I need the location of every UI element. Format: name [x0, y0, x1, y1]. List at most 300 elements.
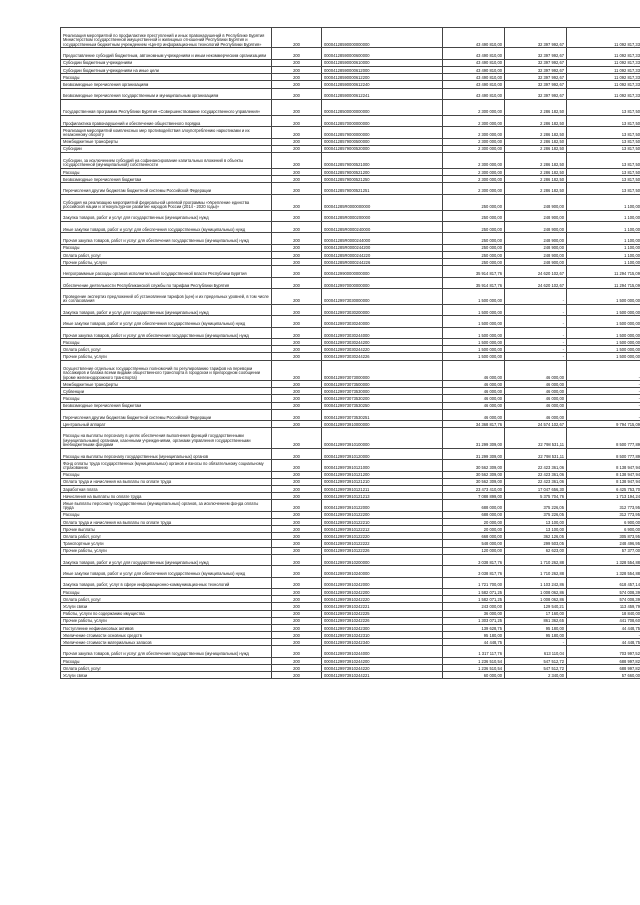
- table-row: [61, 639, 640, 646]
- row-unexecuted-amount: 6 900,00: [567, 518, 640, 525]
- row-executed-amount: 547 512,72: [505, 665, 567, 672]
- row-classification-code: 000041285R0000000000: [322, 194, 443, 210]
- row-line-code: 200: [272, 289, 322, 305]
- row-unexecuted-amount: 1 500 000,00: [567, 346, 640, 353]
- row-name: Субсидии бюджетным учреждениям на иные цели: [61, 66, 272, 73]
- row-classification-code: 000041285R0000244226: [322, 259, 443, 266]
- row-executed-amount: 2 286 182,50: [505, 99, 567, 115]
- row-name: Транспортные услуги: [61, 540, 272, 547]
- row-approved-amount: 1 500 000,00: [443, 339, 505, 346]
- row-line-code: 200: [272, 327, 322, 338]
- row-line-code: 200: [272, 409, 322, 420]
- row-line-code: 200: [272, 168, 322, 175]
- row-line-code: 200: [272, 395, 322, 402]
- row-name: Государственная программа Республики Бурятия «Совершенствование государственного управления»: [61, 99, 272, 115]
- row-name: Прочая закупка товаров, работ и услуг для обеспечения государственных (муниципальных) нужд: [61, 233, 272, 244]
- row-executed-amount: 2 286 182,50: [505, 168, 567, 175]
- row-name: Оплата труда и начисления на выплаты по оплате труда: [61, 518, 272, 525]
- row-unexecuted-amount: 703 997,52: [567, 646, 640, 657]
- row-executed-amount: 1 008 062,86: [505, 596, 567, 603]
- table-row: [61, 145, 640, 152]
- row-classification-code: 00004129973910122226: [322, 547, 443, 554]
- row-line-code: 200: [272, 233, 322, 244]
- budget-execution-table: [60, 27, 640, 679]
- row-approved-amount: 43 490 810,00: [443, 48, 505, 59]
- row-executed-amount: 248 900,00: [505, 244, 567, 251]
- row-executed-amount: 95 180,00: [505, 624, 567, 631]
- row-line-code: 200: [272, 500, 322, 511]
- row-name: Оплата труда и начисления на выплаты по оплате труда: [61, 478, 272, 485]
- row-name: Субсидии бюджетным учреждениям: [61, 59, 272, 66]
- row-unexecuted-amount: 1 328 554,88: [567, 554, 640, 565]
- row-unexecuted-amount: 688 997,82: [567, 657, 640, 664]
- row-unexecuted-amount: 57 377,00: [567, 547, 640, 554]
- row-classification-code: 00004129973073530250: [322, 402, 443, 409]
- row-unexecuted-amount: 11 092 817,33: [567, 59, 640, 66]
- row-unexecuted-amount: -: [567, 388, 640, 395]
- row-classification-code: 00004129973073530251: [322, 409, 443, 420]
- row-executed-amount: 2 286 182,50: [505, 176, 567, 183]
- row-unexecuted-amount: 13 817,50: [567, 99, 640, 115]
- row-name: Заработная плата: [61, 485, 272, 492]
- row-classification-code: 00004129973910120000: [322, 448, 443, 459]
- table-row: [61, 381, 640, 388]
- row-name: Расходы на выплаты персоналу государственных (муниципальных) органов: [61, 448, 272, 459]
- row-name: Иные выплаты персоналу государственных (муниципальных) органов, за исключением фонда оплаты труда: [61, 500, 272, 511]
- row-executed-amount: 547 512,72: [505, 657, 567, 664]
- row-unexecuted-amount: 1 500 000,00: [567, 316, 640, 327]
- row-approved-amount: 30 562 309,00: [443, 460, 505, 471]
- row-approved-amount: 20 000,00: [443, 526, 505, 533]
- row-approved-amount: 1 582 071,25: [443, 588, 505, 595]
- table-row: [61, 485, 640, 492]
- row-unexecuted-amount: 1 100,00: [567, 259, 640, 266]
- row-classification-code: 00004129973910244221: [322, 672, 443, 679]
- row-classification-code: 00004129973910121211: [322, 485, 443, 492]
- row-classification-code: 00004129973910242221: [322, 603, 443, 610]
- row-classification-code: 00004129973910100000: [322, 428, 443, 448]
- table-row: [61, 115, 640, 126]
- row-line-code: 200: [272, 277, 322, 288]
- row-approved-amount: 43 490 810,00: [443, 81, 505, 88]
- row-name: Оплата работ, услуг: [61, 346, 272, 353]
- row-executed-amount: -: [505, 316, 567, 327]
- row-name: Иные закупки товаров, работ и услуг для обеспечения государственных (муниципальных) нужд: [61, 221, 272, 232]
- row-unexecuted-amount: -: [567, 409, 640, 420]
- row-name: Закупка товаров, работ и услуг для государственных (муниципальных) нужд: [61, 554, 272, 565]
- table-row: [61, 210, 640, 221]
- row-unexecuted-amount: -: [567, 395, 640, 402]
- row-name: Субсидия на реализацию мероприятий федеральной целевой программы «Укрепление единства российской нации и этнокультурное развитие народов России (2014 - 2020 годы)»: [61, 194, 272, 210]
- row-line-code: 200: [272, 554, 322, 565]
- row-executed-amount: -: [505, 327, 567, 338]
- row-unexecuted-amount: 13 817,50: [567, 145, 640, 152]
- row-approved-amount: 31 299 309,00: [443, 428, 505, 448]
- table-row: [61, 603, 640, 610]
- row-executed-amount: 5 375 704,76: [505, 493, 567, 500]
- row-executed-amount: 46 000,00: [505, 402, 567, 409]
- table-row: [61, 277, 640, 288]
- row-unexecuted-amount: 1 100,00: [567, 194, 640, 210]
- row-approved-amount: 250 000,00: [443, 233, 505, 244]
- row-approved-amount: 2 300 000,00: [443, 127, 505, 138]
- row-executed-amount: 32 397 992,67: [505, 66, 567, 73]
- row-classification-code: 00004128590000610000: [322, 59, 443, 66]
- row-line-code: 200: [272, 221, 322, 232]
- row-name: Работы, услуги по содержанию имущества: [61, 610, 272, 617]
- table-row: [61, 624, 640, 631]
- row-executed-amount: 248 900,00: [505, 194, 567, 210]
- row-name: Расходы: [61, 339, 272, 346]
- row-executed-amount: 1 008 062,86: [505, 588, 567, 595]
- row-executed-amount: 362 126,05: [505, 533, 567, 540]
- row-name: Увеличение стоимости материальных запасов: [61, 639, 272, 646]
- row-classification-code: 00004129973910122222: [322, 540, 443, 547]
- row-classification-code: 00004129973910122210: [322, 518, 443, 525]
- row-approved-amount: 2 300 000,00: [443, 145, 505, 152]
- row-executed-amount: 24 574 102,67: [505, 421, 567, 428]
- row-approved-amount: 250 000,00: [443, 251, 505, 258]
- row-approved-amount: 2 300 000,00: [443, 99, 505, 115]
- row-executed-amount: 46 000,00: [505, 360, 567, 380]
- row-line-code: 200: [272, 493, 322, 500]
- row-line-code: 200: [272, 402, 322, 409]
- row-line-code: 200: [272, 603, 322, 610]
- row-classification-code: 00004129973910000000: [322, 421, 443, 428]
- row-classification-code: 000041285R0000200000: [322, 210, 443, 221]
- row-executed-amount: 248 900,00: [505, 210, 567, 221]
- row-line-code: 200: [272, 577, 322, 588]
- row-unexecuted-amount: 11 092 817,33: [567, 88, 640, 99]
- row-unexecuted-amount: 6 425 753,70: [567, 485, 640, 492]
- row-classification-code: 00004129973910122200: [322, 511, 443, 518]
- table-row: [61, 448, 640, 459]
- row-line-code: 200: [272, 428, 322, 448]
- row-unexecuted-amount: 13 817,50: [567, 183, 640, 194]
- row-name: Субсидии, за исключением субсидий на софинансирование капитальных вложений в объекты государственной (муниципальной) собственности: [61, 152, 272, 168]
- row-unexecuted-amount: 441 708,60: [567, 617, 640, 624]
- row-name: Расходы: [61, 74, 272, 81]
- row-unexecuted-amount: 248 496,95: [567, 540, 640, 547]
- row-name: Перечисления другим бюджетам бюджетной системы Российской Федерации: [61, 409, 272, 420]
- row-line-code: 200: [272, 210, 322, 221]
- row-executed-amount: 46 000,00: [505, 388, 567, 395]
- table-row: [61, 471, 640, 478]
- table-row: [61, 168, 640, 175]
- table-row: [61, 74, 640, 81]
- row-classification-code: 00004129973910121000: [322, 460, 443, 471]
- row-approved-amount: 31 299 309,00: [443, 448, 505, 459]
- row-unexecuted-amount: 13 817,50: [567, 127, 640, 138]
- table-row: [61, 48, 640, 59]
- row-name: Расходы: [61, 588, 272, 595]
- row-unexecuted-amount: 1 328 554,88: [567, 566, 640, 577]
- row-unexecuted-amount: 11 092 817,33: [567, 28, 640, 48]
- row-name: Межбюджетные трансферты: [61, 138, 272, 145]
- row-classification-code: 00004129973910121200: [322, 471, 443, 478]
- row-executed-amount: 1 710 262,88: [505, 566, 567, 577]
- table-row: [61, 428, 640, 448]
- row-name: Расходы: [61, 511, 272, 518]
- table-row: [61, 493, 640, 500]
- row-unexecuted-amount: 618 457,14: [567, 577, 640, 588]
- row-classification-code: 00004129973910242310: [322, 632, 443, 639]
- row-classification-code: 00004129973910240000: [322, 566, 443, 577]
- row-line-code: 200: [272, 353, 322, 360]
- row-executed-amount: 22 423 361,06: [505, 460, 567, 471]
- table-row: [61, 183, 640, 194]
- row-approved-amount: 3 038 817,76: [443, 554, 505, 565]
- table-row: [61, 409, 640, 420]
- row-line-code: 200: [272, 533, 322, 540]
- row-classification-code: 00004129973030244000: [322, 327, 443, 338]
- row-unexecuted-amount: -: [567, 632, 640, 639]
- row-line-code: 200: [272, 346, 322, 353]
- table-row: [61, 395, 640, 402]
- row-approved-amount: 46 000,00: [443, 402, 505, 409]
- row-unexecuted-amount: 1 500 000,00: [567, 339, 640, 346]
- row-approved-amount: 35 914 817,76: [443, 277, 505, 288]
- row-name: Расходы: [61, 395, 272, 402]
- table-row: [61, 138, 640, 145]
- table-row: [61, 176, 640, 183]
- row-approved-amount: 1 500 000,00: [443, 316, 505, 327]
- row-line-code: 200: [272, 339, 322, 346]
- row-unexecuted-amount: 18 840,00: [567, 610, 640, 617]
- row-classification-code: 00004129973030244220: [322, 346, 443, 353]
- table-row: [61, 360, 640, 380]
- row-line-code: 200: [272, 518, 322, 525]
- row-executed-amount: 32 397 992,67: [505, 48, 567, 59]
- row-approved-amount: 1 236 510,54: [443, 657, 505, 664]
- table-row: [61, 566, 640, 577]
- row-name: Закупка товаров, работ и услуг для государственных (муниципальных) нужд: [61, 210, 272, 221]
- row-line-code: 200: [272, 127, 322, 138]
- row-approved-amount: 34 368 817,76: [443, 421, 505, 428]
- row-classification-code: 00004129973073530000: [322, 388, 443, 395]
- row-classification-code: 00004128579000000000: [322, 127, 443, 138]
- row-executed-amount: 2 286 182,50: [505, 127, 567, 138]
- row-name: Закупка товаров, работ и услуг для государственных (муниципальных) нужд: [61, 304, 272, 315]
- row-executed-amount: 13 100,00: [505, 518, 567, 525]
- row-approved-amount: 23 473 410,00: [443, 485, 505, 492]
- row-approved-amount: 243 000,00: [443, 603, 505, 610]
- row-unexecuted-amount: 13 817,50: [567, 115, 640, 126]
- row-classification-code: 00004129973910200000: [322, 554, 443, 565]
- table-row: [61, 59, 640, 66]
- row-classification-code: 00004129900000000000: [322, 266, 443, 277]
- row-approved-amount: 2 300 000,00: [443, 138, 505, 145]
- row-line-code: 200: [272, 672, 322, 679]
- row-line-code: 200: [272, 665, 322, 672]
- table-row: [61, 266, 640, 277]
- row-name: Осуществление отдельных государственных полномочий по регулированию тарифов на перевозки пассажиров и багажа всеми видами общественного транспорта в городском и пригородном сообщении (кроме железнодорожного транспорта): [61, 360, 272, 380]
- row-approved-amount: 1 500 000,00: [443, 346, 505, 353]
- row-name: Прочая закупка товаров, работ и услуг для обеспечения государственных (муниципальных) нужд: [61, 327, 272, 338]
- row-approved-amount: 43 490 810,00: [443, 28, 505, 48]
- row-approved-amount: 46 000,00: [443, 381, 505, 388]
- row-approved-amount: 1 500 000,00: [443, 304, 505, 315]
- row-classification-code: 00004129973910242000: [322, 577, 443, 588]
- row-line-code: 200: [272, 81, 322, 88]
- row-executed-amount: 1 103 242,86: [505, 577, 567, 588]
- row-executed-amount: 248 900,00: [505, 251, 567, 258]
- row-unexecuted-amount: 44 448,75: [567, 639, 640, 646]
- row-line-code: 200: [272, 59, 322, 66]
- table-row: [61, 610, 640, 617]
- row-executed-amount: 24 620 102,67: [505, 277, 567, 288]
- row-unexecuted-amount: 13 817,50: [567, 168, 640, 175]
- row-executed-amount: 375 226,05: [505, 500, 567, 511]
- row-executed-amount: 22 423 361,06: [505, 478, 567, 485]
- row-line-code: 200: [272, 360, 322, 380]
- row-line-code: 200: [272, 176, 322, 183]
- row-approved-amount: 120 000,00: [443, 547, 505, 554]
- row-unexecuted-amount: 57 660,00: [567, 672, 640, 679]
- row-name: Поступление нефинансовых активов: [61, 624, 272, 631]
- row-name: Центральный аппарат: [61, 421, 272, 428]
- table-row: [61, 81, 640, 88]
- row-executed-amount: -: [505, 339, 567, 346]
- row-name: Закупка товаров, работ, услуг в сфере информационно-коммуникационных технологий: [61, 577, 272, 588]
- row-line-code: 200: [272, 526, 322, 533]
- table-row: [61, 28, 640, 48]
- row-classification-code: 000041285R0000244200: [322, 244, 443, 251]
- row-unexecuted-amount: 312 773,95: [567, 500, 640, 511]
- row-name: Прочая закупка товаров, работ и услуг для обеспечения государственных (муниципальных) нужд: [61, 646, 272, 657]
- row-executed-amount: 375 226,05: [505, 511, 567, 518]
- row-approved-amount: 668 000,00: [443, 533, 505, 540]
- row-name: Оплата работ, услуг: [61, 251, 272, 258]
- table-row: [61, 632, 640, 639]
- table-row: [61, 554, 640, 565]
- row-unexecuted-amount: 1 100,00: [567, 221, 640, 232]
- row-classification-code: 00004129973910242200: [322, 588, 443, 595]
- row-executed-amount: 17 160,00: [505, 610, 567, 617]
- row-approved-amount: 43 490 810,00: [443, 74, 505, 81]
- row-classification-code: 00004129973030244200: [322, 339, 443, 346]
- row-unexecuted-amount: 312 773,95: [567, 511, 640, 518]
- row-executed-amount: 32 397 992,67: [505, 81, 567, 88]
- row-approved-amount: 46 000,00: [443, 395, 505, 402]
- row-executed-amount: -: [505, 353, 567, 360]
- row-name: Обеспечение деятельности Республиканской службы по тарифам Республики Бурятия: [61, 277, 272, 288]
- row-name: Услуги связи: [61, 672, 272, 679]
- row-executed-amount: 32 397 992,67: [505, 59, 567, 66]
- row-unexecuted-amount: 13 817,50: [567, 176, 640, 183]
- row-executed-amount: -: [505, 289, 567, 305]
- row-unexecuted-amount: 6 900,00: [567, 526, 640, 533]
- row-approved-amount: 1 721 700,00: [443, 577, 505, 588]
- row-approved-amount: 60 000,00: [443, 672, 505, 679]
- row-name: Увеличение стоимости основных средств: [61, 632, 272, 639]
- row-name: Безвозмездные перечисления бюджетам: [61, 176, 272, 183]
- row-executed-amount: 32 397 992,67: [505, 28, 567, 48]
- table-row: [61, 316, 640, 327]
- row-name: Прочие работы, услуги: [61, 547, 272, 554]
- table-row: [61, 194, 640, 210]
- row-classification-code: 00004128579000521200: [322, 168, 443, 175]
- row-line-code: 200: [272, 251, 322, 258]
- table-row: [61, 672, 640, 679]
- row-unexecuted-amount: 1 500 000,00: [567, 353, 640, 360]
- row-executed-amount: 2 286 182,50: [505, 115, 567, 126]
- row-classification-code: 00004129973030240000: [322, 316, 443, 327]
- row-classification-code: 00004129973073530200: [322, 395, 443, 402]
- row-unexecuted-amount: 1 500 000,00: [567, 327, 640, 338]
- row-line-code: 200: [272, 485, 322, 492]
- table-row: [61, 339, 640, 346]
- row-line-code: 200: [272, 145, 322, 152]
- row-name: Реализация мероприятий комплексных мер противодействия злоупотреблению наркотиками и их незаконному обороту: [61, 127, 272, 138]
- row-name: Перечисления другим бюджетам бюджетной системы Российской Федерации: [61, 183, 272, 194]
- row-approved-amount: 43 490 810,00: [443, 66, 505, 73]
- row-approved-amount: 1 582 071,25: [443, 596, 505, 603]
- row-classification-code: 00004129973910242225: [322, 610, 443, 617]
- row-executed-amount: -: [505, 304, 567, 315]
- row-name: Прочие работы, услуги: [61, 353, 272, 360]
- row-line-code: 200: [272, 74, 322, 81]
- row-executed-amount: 2 286 182,50: [505, 145, 567, 152]
- table-row: [61, 346, 640, 353]
- row-approved-amount: 43 490 810,00: [443, 88, 505, 99]
- row-unexecuted-amount: 8 500 777,89: [567, 428, 640, 448]
- row-unexecuted-amount: 574 008,39: [567, 588, 640, 595]
- row-approved-amount: 250 000,00: [443, 210, 505, 221]
- row-approved-amount: 1 500 000,00: [443, 353, 505, 360]
- row-line-code: 200: [272, 28, 322, 48]
- row-line-code: 200: [272, 646, 322, 657]
- row-executed-amount: 32 397 992,67: [505, 74, 567, 81]
- row-approved-amount: 2 300 000,00: [443, 183, 505, 194]
- table-row: [61, 152, 640, 168]
- row-name: Непрограммные расходы органов исполнительной государственной власти Республики Бурятия: [61, 266, 272, 277]
- row-classification-code: 00004128579000500000: [322, 138, 443, 145]
- row-name: Оплата работ, услуг: [61, 533, 272, 540]
- row-executed-amount: 95 180,00: [505, 632, 567, 639]
- row-unexecuted-amount: 11 294 715,09: [567, 277, 640, 288]
- row-unexecuted-amount: -: [567, 360, 640, 380]
- row-name: Расходы: [61, 657, 272, 664]
- row-line-code: 200: [272, 471, 322, 478]
- row-classification-code: 00004129973910242300: [322, 624, 443, 631]
- table-row: [61, 127, 640, 138]
- row-unexecuted-amount: 11 294 715,09: [567, 266, 640, 277]
- table-row: [61, 518, 640, 525]
- row-approved-amount: 1 303 071,25: [443, 617, 505, 624]
- row-classification-code: 00004128590000000000: [322, 28, 443, 48]
- row-unexecuted-amount: 8 138 947,94: [567, 471, 640, 478]
- row-classification-code: 00004129973910244000: [322, 646, 443, 657]
- row-name: Оплата работ, услуг: [61, 665, 272, 672]
- row-classification-code: 00004128590000600000: [322, 48, 443, 59]
- row-name: Проведение экспертиз предложений об установлении тарифов (цен) и их предельных уровней, в том числе их согласования: [61, 289, 272, 305]
- row-executed-amount: 1 710 262,88: [505, 554, 567, 565]
- row-approved-amount: 250 000,00: [443, 221, 505, 232]
- row-name: Субсидии: [61, 145, 272, 152]
- table-row: [61, 596, 640, 603]
- row-approved-amount: 1 500 000,00: [443, 327, 505, 338]
- row-name: Фонд оплаты труда государственных (муниципальных) органов и взносы по обязательному социальному страхованию: [61, 460, 272, 471]
- row-unexecuted-amount: 1 100,00: [567, 210, 640, 221]
- row-approved-amount: 2 300 000,00: [443, 176, 505, 183]
- row-unexecuted-amount: 305 873,95: [567, 533, 640, 540]
- row-line-code: 200: [272, 632, 322, 639]
- row-name: Профилактика правонарушений и обеспечение общественного порядка: [61, 115, 272, 126]
- row-executed-amount: 861 362,65: [505, 617, 567, 624]
- row-name: Начисления на выплаты по оплате труда: [61, 493, 272, 500]
- row-line-code: 200: [272, 511, 322, 518]
